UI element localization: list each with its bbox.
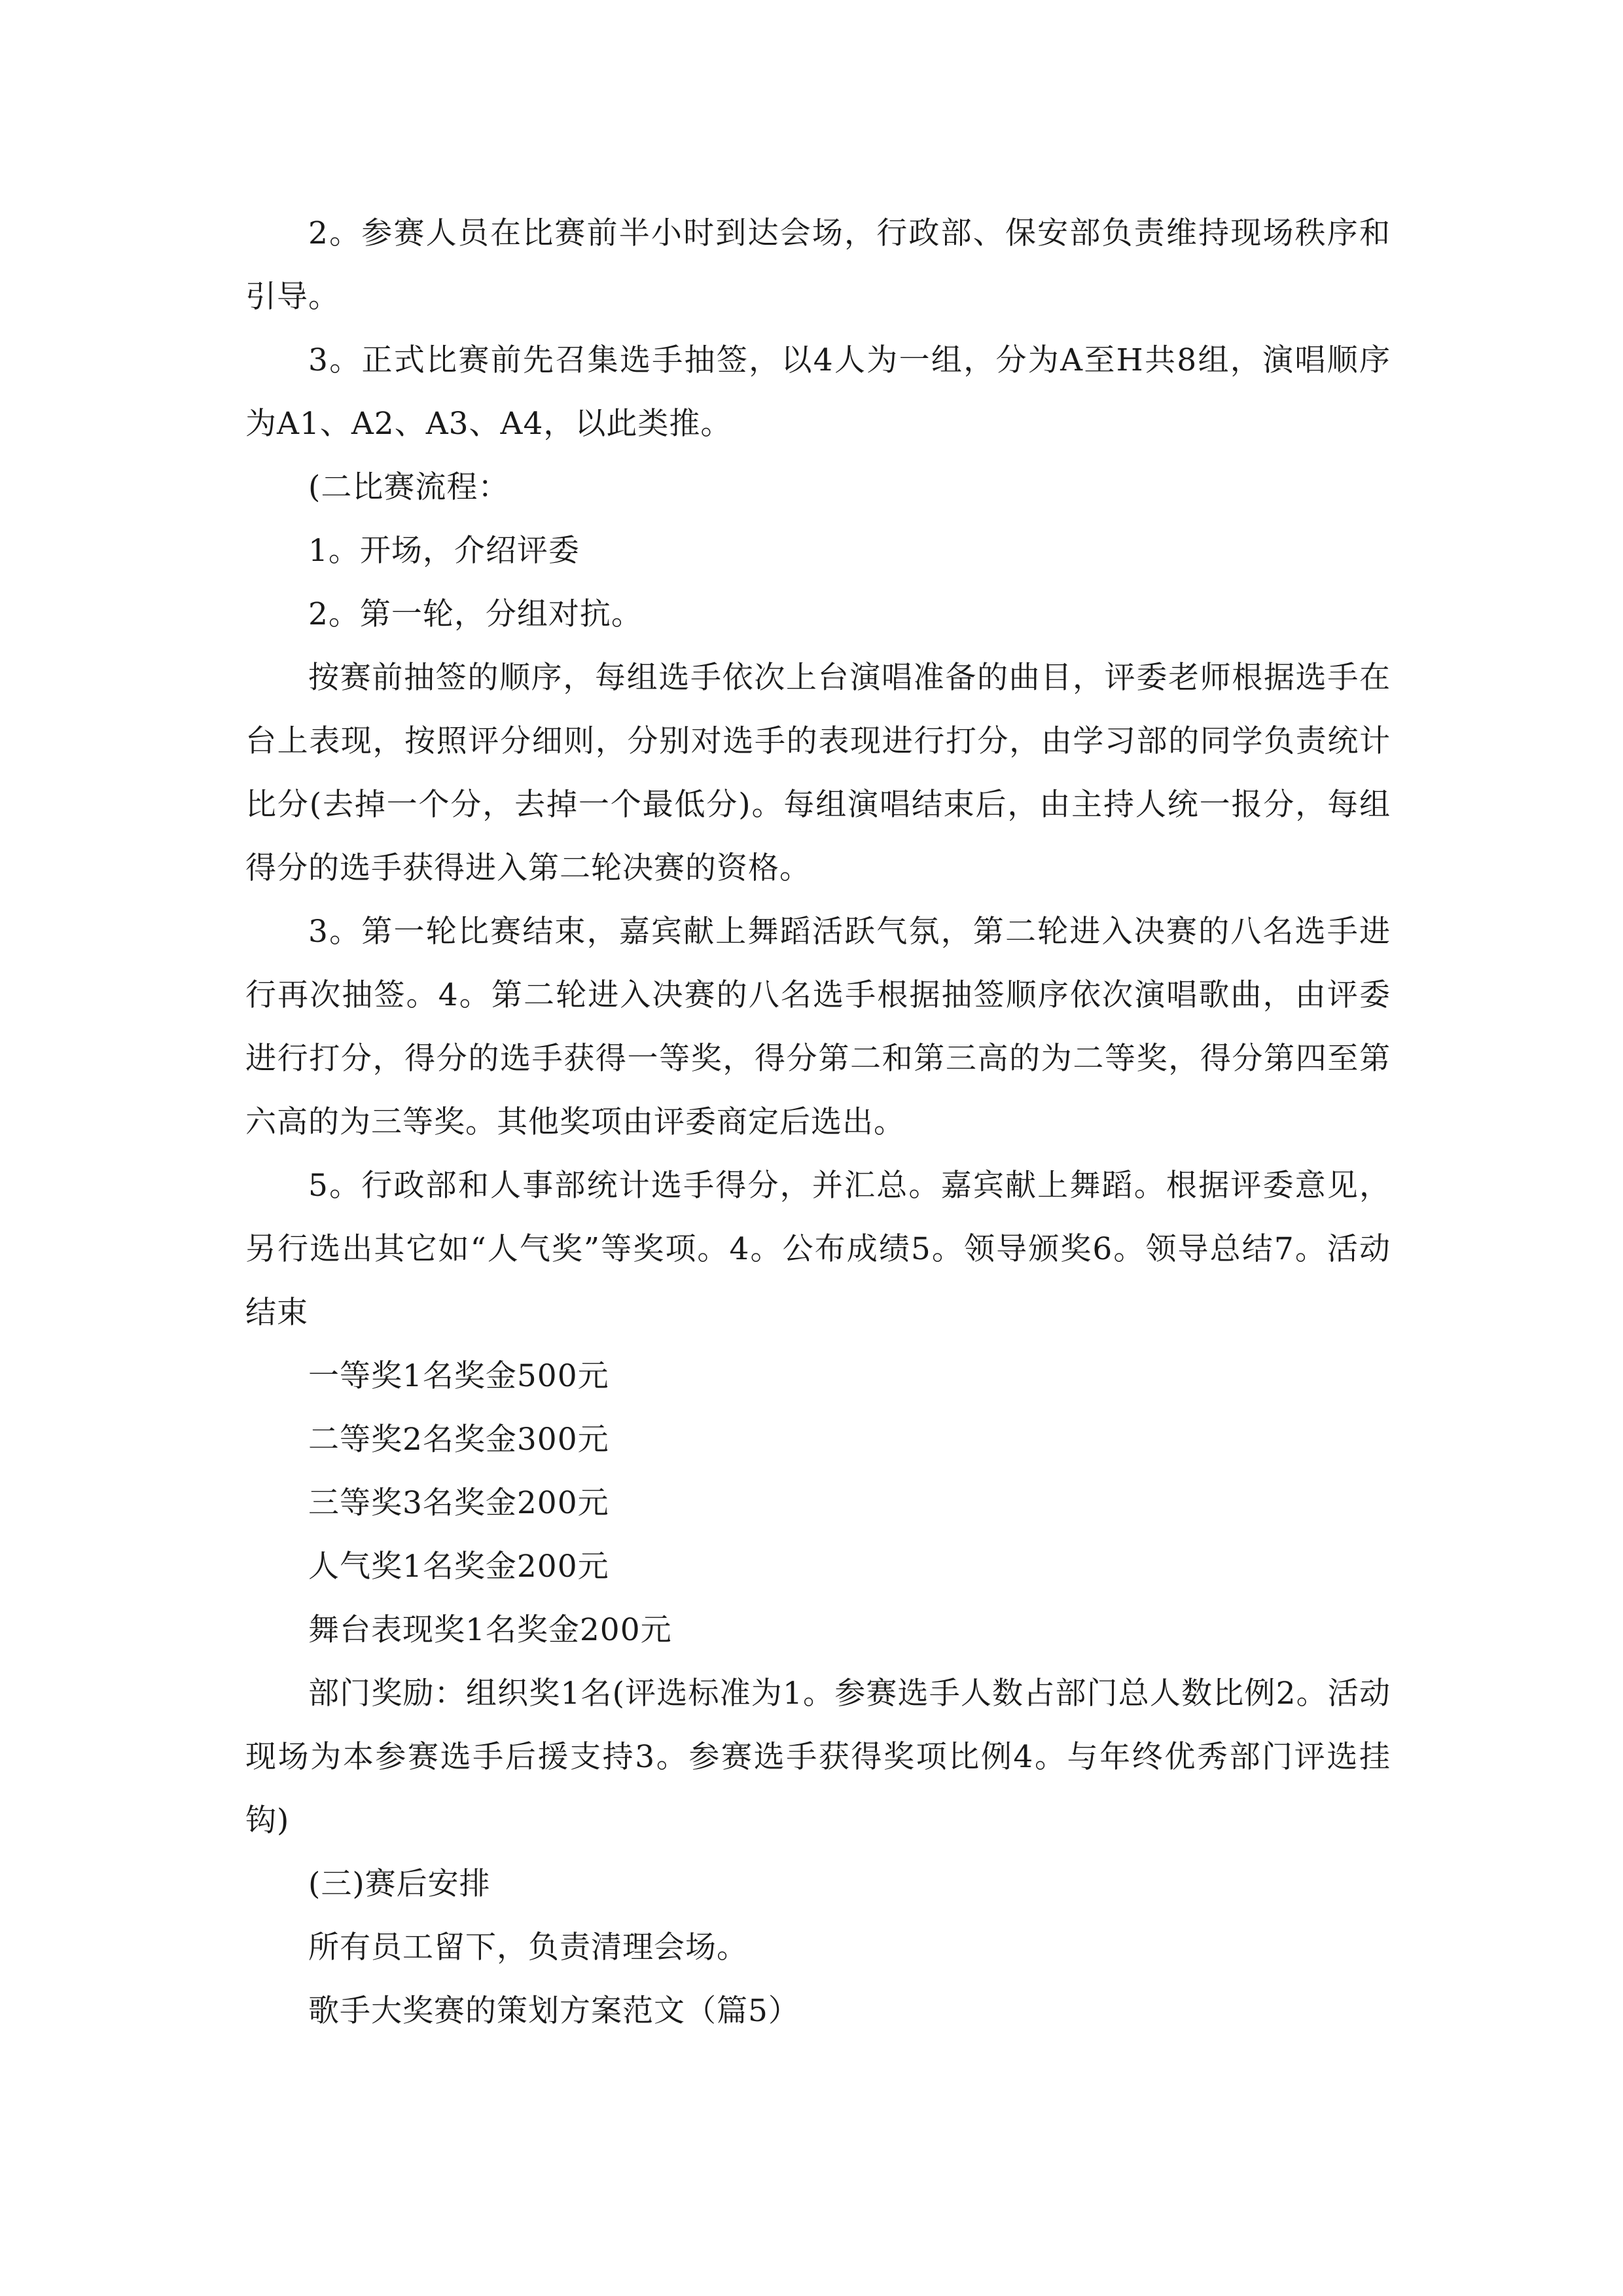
prize-stage: 舞台表现奖1名奖金200元 (308, 1612, 672, 1648)
prize-first: 一等奖1名奖金500元 (308, 1358, 609, 1394)
paragraph-opening: 1。开场，介绍评委 (308, 533, 580, 569)
document-body (245, 202, 1391, 2043)
paragraph-cleanup: 所有员工留下，负责清理会场。 (308, 1929, 748, 1965)
paragraph-next-title: 歌手大奖赛的策划方案范文（篇5） (308, 1993, 800, 2029)
prize-popularity: 人气奖1名奖金200元 (308, 1549, 609, 1585)
section-heading-after: (三)赛后安排 (308, 1866, 491, 1902)
paragraph-results: 5。行政部和人事部统计选手得分，并汇总。嘉宾献上舞蹈。根据评委意见，另行选出其它如“人气奖”等奖项。4。公布成绩5。领导颁奖6。领导总结7。活动结束 (245, 1168, 1391, 1331)
paragraph-scoring: 按赛前抽签的顺序，每组选手依次上台演唱准备的曲目，评委老师根据选手在台上表现，按照评分细则，分别对选手的表现进行打分，由学习部的同学负责统计比分(去掉一个分，去掉一个最低分)。每组演唱结束后，由主持人统一报分，每组得分的选手获得进入第二轮决赛的资格。 (245, 660, 1391, 886)
paragraph-draw-lots: 3。正式比赛前先召集选手抽签，以4人为一组，分为A至H共8组，演唱顺序为A1、A2、A3、A4，以此类推。 (245, 342, 1391, 442)
paragraph-department-award: 部门奖励：组织奖1名(评选标准为1。参赛选手人数占部门总人数比例2。活动现场为本参赛选手后援支持3。参赛选手获得奖项比例4。与年终优秀部门评选挂钩) (245, 1676, 1391, 1839)
paragraph-final-round: 3。第一轮比赛结束，嘉宾献上舞蹈活跃气氛，第二轮进入决赛的八名选手进行再次抽签。4。第二轮进入决赛的八名选手根据抽签顺序依次演唱歌曲，由评委进行打分，得分的选手获得一等奖，得分第二和第三高的为二等奖，得分第四至第六高的为三等奖。其他奖项由评委商定后选出。 (245, 914, 1391, 1140)
paragraph-round-one: 2。第一轮，分组对抗。 (308, 596, 643, 632)
prize-second: 二等奖2名奖金300元 (308, 1422, 609, 1458)
section-heading-process: (二比赛流程： (308, 469, 510, 505)
prize-third: 三等奖3名奖金200元 (308, 1485, 609, 1521)
paragraph-arrival: 2。参赛人员在比赛前半小时到达会场，行政部、保安部负责维持现场秩序和引导。 (245, 215, 1391, 315)
